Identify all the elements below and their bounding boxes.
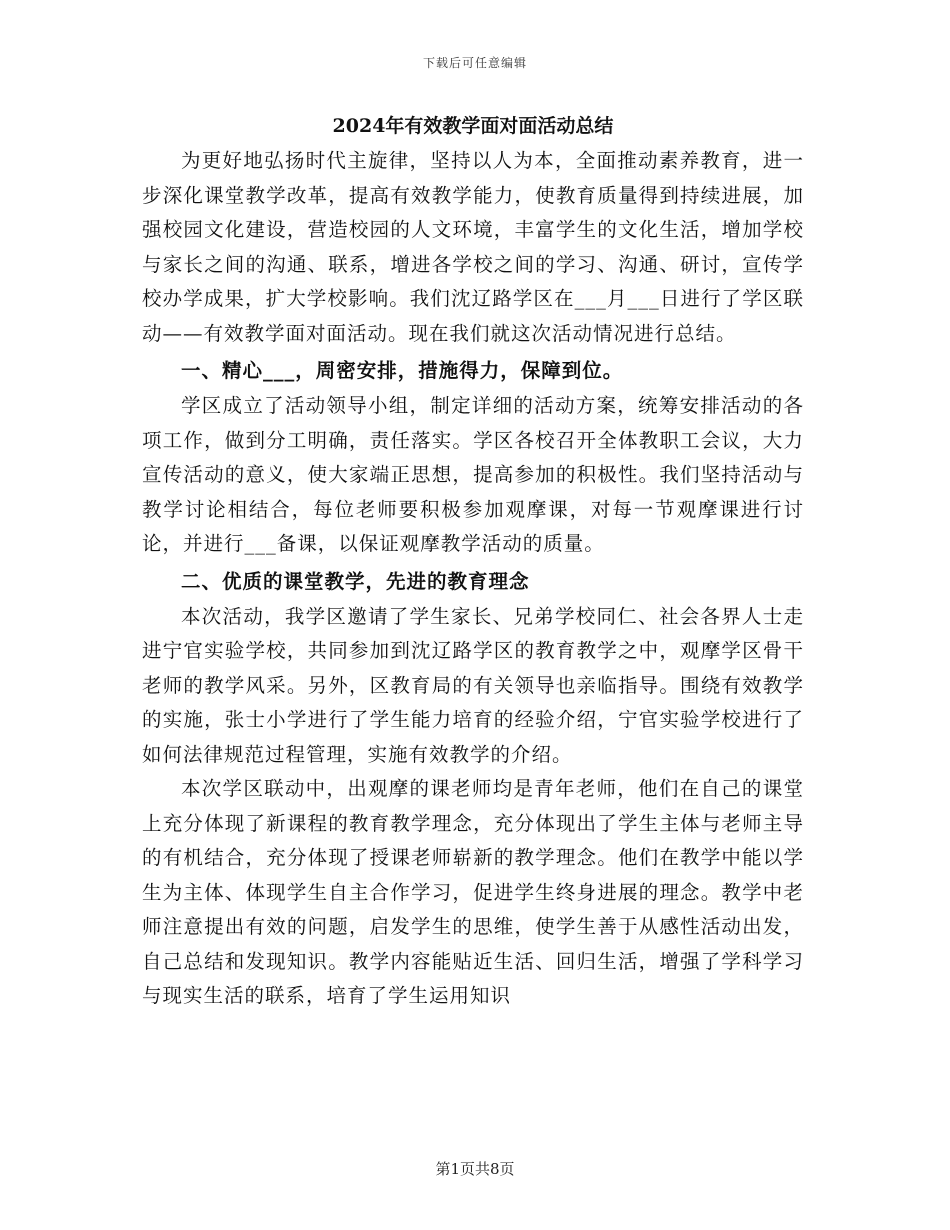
paragraph-intro: 为更好地弘扬时代主旋律，坚持以人为本，全面推动素养教育，进一步深化课堂教学改革，提高有效教学能力，使教育质量得到持续进展，加强校园文化建设，营造校园的人文环境，丰富学生的文化生活，增加学校与家长之间的沟通、联系，增进各学校之间的学习、沟通、研讨，宣传学校办学成果，扩大学校影响。我们沈辽路学区在___月___日进行了学区联动——有效教学面对面活动。现在我们就这次活动情况进行总结。 [142, 149, 804, 345]
page-indicator: 第1页共8页 [435, 1160, 515, 1178]
header-note: 下载后可任意编辑 [422, 56, 527, 70]
section-heading-1: 一、精心___，周密安排，措施得力，保障到位。 [181, 359, 624, 382]
section-heading-2: 二、优质的课堂教学，先进的教育理念 [181, 569, 530, 593]
paragraph-activity: 本次活动，我学区邀请了学生家长、兄弟学校同仁、社会各界人士走进宁官实验学校，共同参加到沈辽路学区的教育教学之中，观摩学区骨干老师的教学风采。另外，区教育局的有关领导也亲临指导。围绕有效教学的实施，张士小学进行了学生能力培育的经验介绍，宁官实验学校进行了如何法律规范过程管理，实施有效教学的介绍。 [142, 604, 804, 766]
document-title: 2024年有效教学面对面活动总结 [332, 115, 614, 137]
document-body [142, 112, 804, 1014]
paragraph-organization: 学区成立了活动领导小组，制定详细的活动方案，统筹安排活动的各项工作，做到分工明确，责任落实。学区各校召开全体教职工会议，大力宣传活动的意义，使大家端正思想，提高参加的积极性。我们坚持活动与教学讨论相结合，每位老师要积极参加观摩课，对每一节观摩课进行讨论，并进行___备课，以保证观摩教学活动的质量。 [142, 394, 804, 555]
paragraph-teachers: 本次学区联动中，出观摩的课老师均是青年老师，他们在自己的课堂上充分体现了新课程的教育教学理念，充分体现出了学生主体与老师主导的有机结合，充分体现了授课老师崭新的教学理念。他们在教学中能以学生为主体、体现学生自主合作学习，促进学生终身进展的理念。教学中老师注意提出有效的问题，启发学生的思维，使学生善于从感性活动出发，自己总结和发现知识。教学内容能贴近生活、回归生活，增强了学科学习与现实生活的联系，培育了学生运用知识 [142, 777, 804, 1007]
